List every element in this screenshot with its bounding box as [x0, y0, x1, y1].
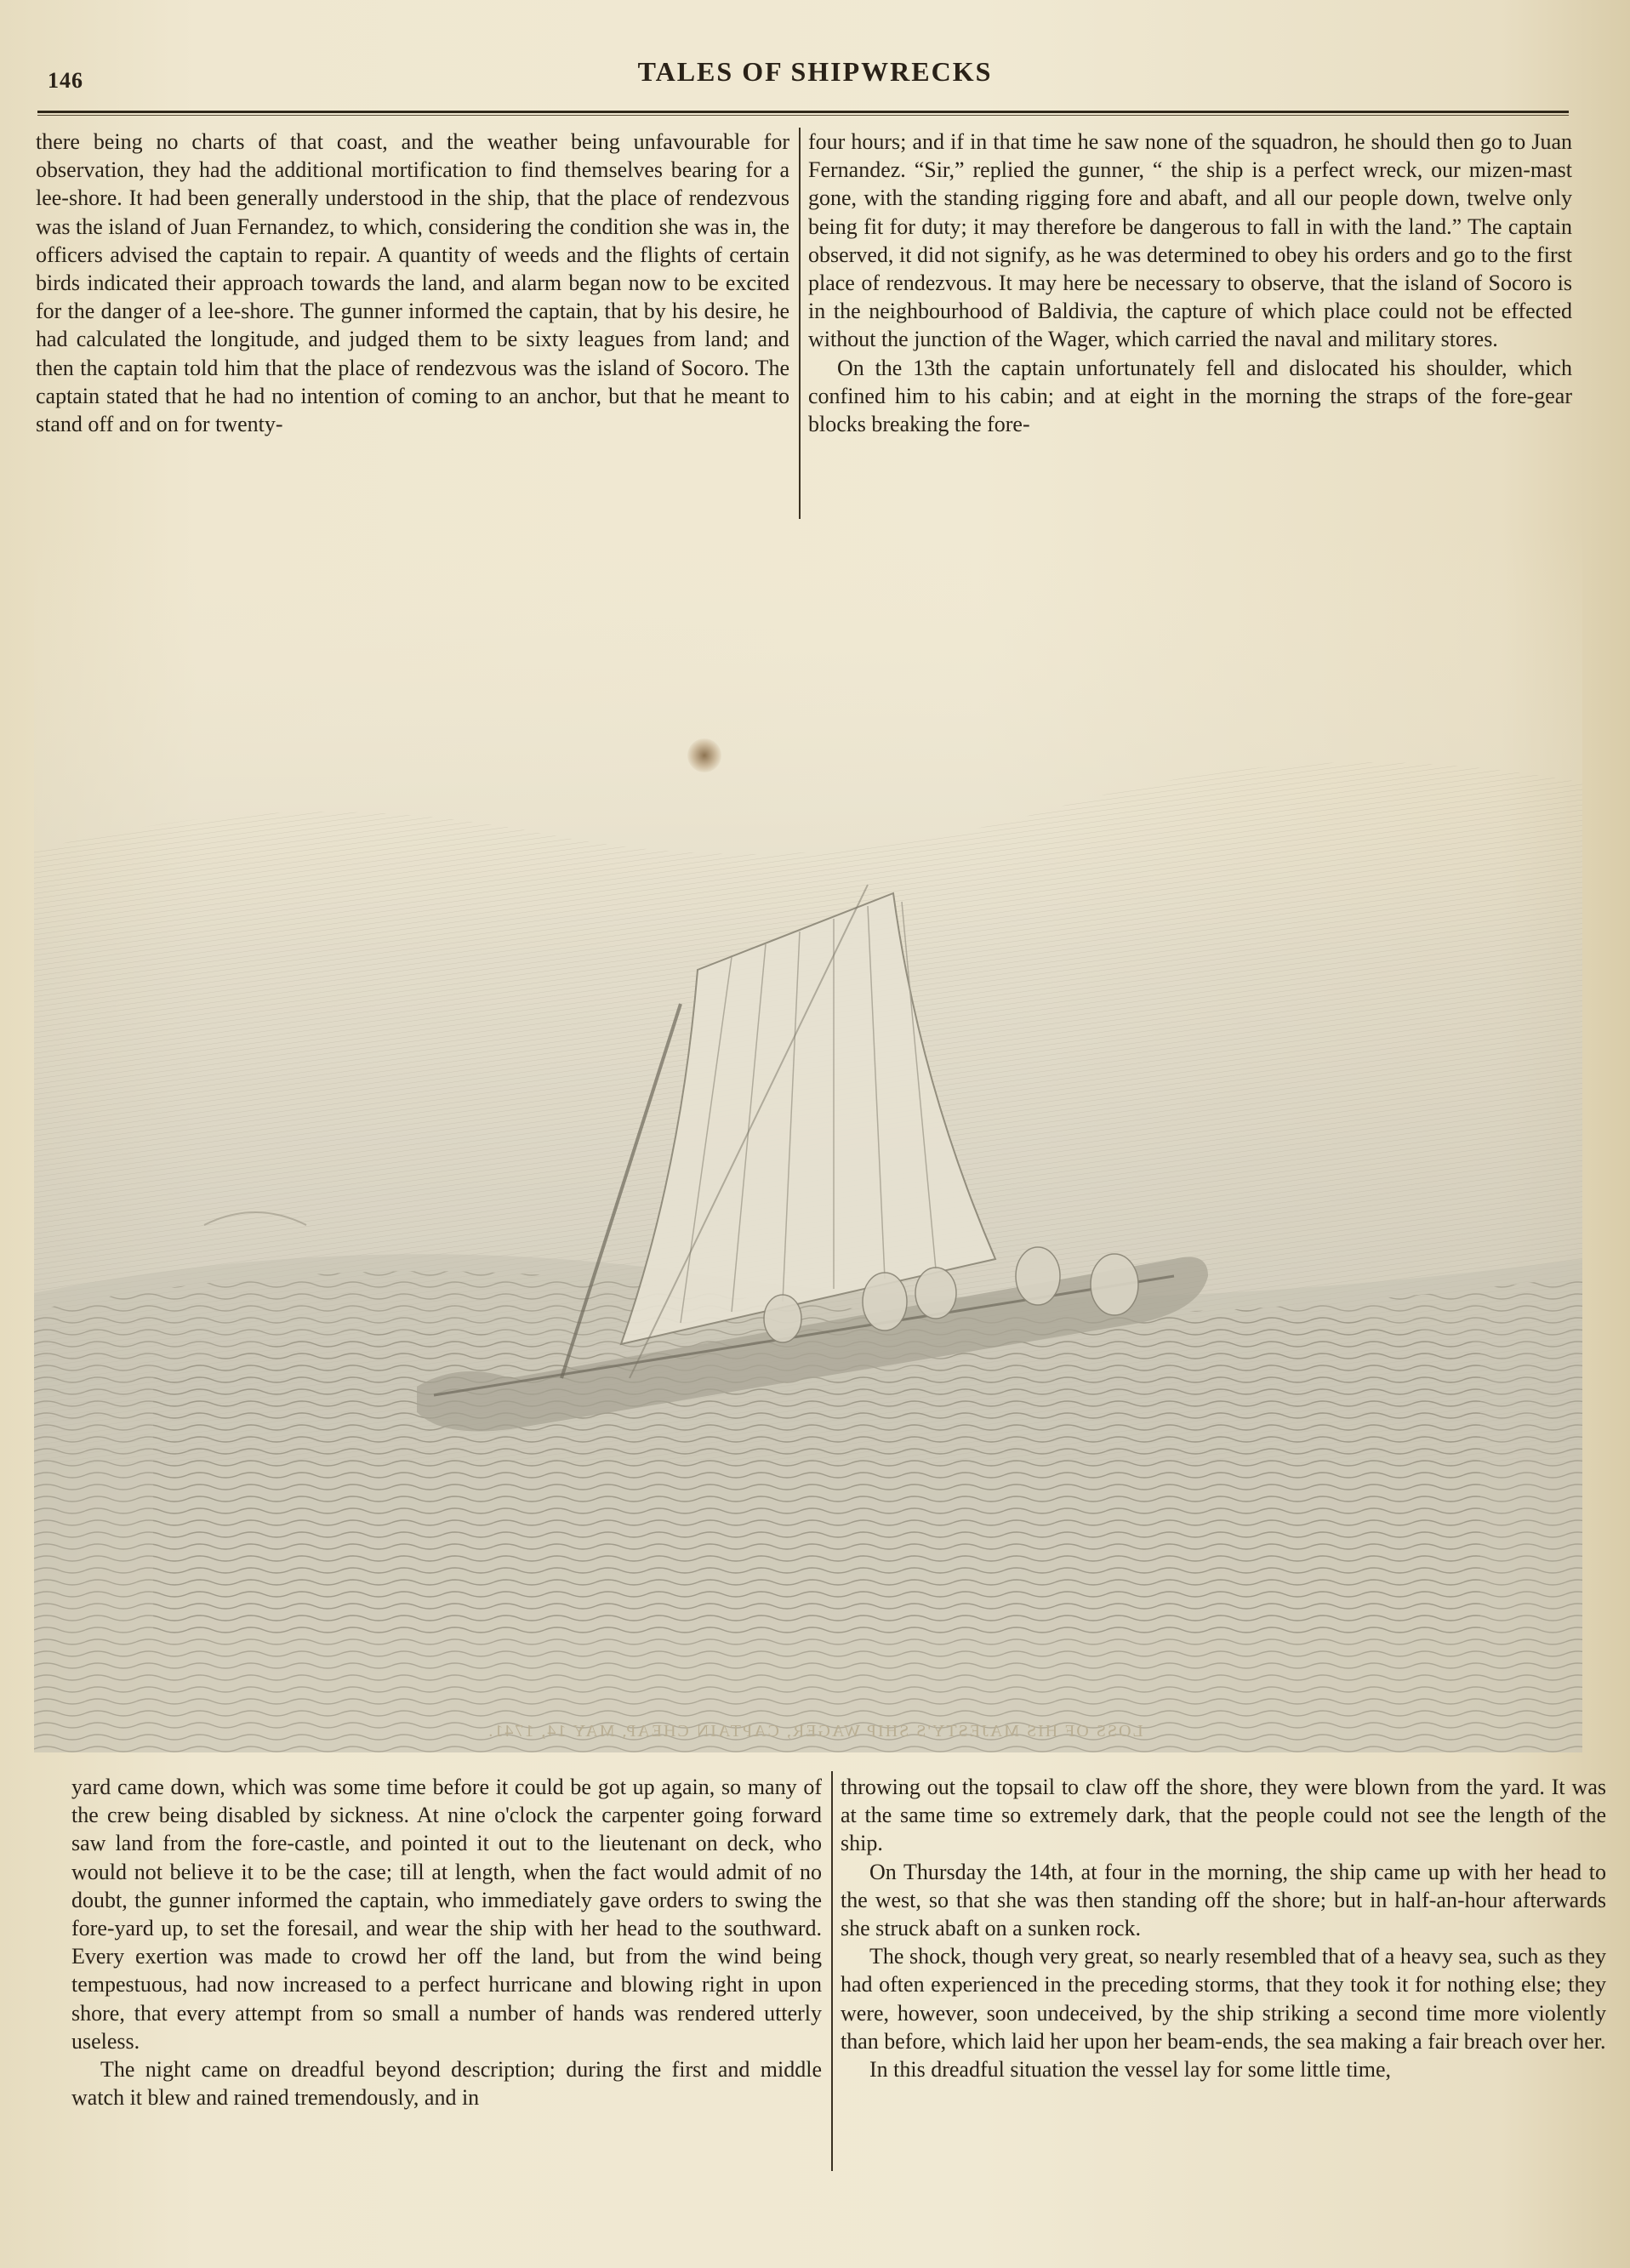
paragraph: The night came on dreadful beyond description; during the first and middle watch it blew and rained tremendously, and in — [71, 2057, 822, 2111]
header-rule-thin — [37, 115, 1569, 116]
bottom-right-column — [841, 1773, 1606, 2166]
paragraph: there being no charts of that coast, and the weather being unfavourable for observation, they had the additional mortification to find themselves bearing for a lee-shore. It had been generally understood in the ship, that the place of rendezvous was the island of Juan Fernandez, to which, considering the condition she was in, the officers advised the captain to repair. A quantity of weeds and the flights of certain birds indicated their approach towards the land, and alarm began now to be excited for the danger of a lee-shore. The gunner informed the captain, that by his desire, he had calculated the longitude, and judged them to be sixty leagues from land; and then the captain told him that the place of rendezvous was the island of Socoro. The captain stated that he had no intention of coming to an anchor, but that he meant to stand off and on for twenty- — [36, 129, 789, 437]
illustration-caption: LOSS OF HIS MAJESTY'S SHIP WAGER, CAPTAIN CHEAP, MAY 14, 1741. — [487, 1722, 1143, 1741]
paragraph: throwing out the topsail to claw off the shore, they were blown from the yard. It was at the same time so extremely dark, that the people could not see the length of the ship. — [841, 1775, 1606, 1856]
header-rule — [37, 111, 1569, 113]
column-divider — [831, 1771, 833, 2171]
paragraph: On the 13th the captain unfortunately fell and dislocated his shoulder, which confined him to his cabin; and at eight in the morning the straps of the fore-gear blocks breaking the fore- — [808, 355, 1572, 437]
running-title: TALES OF SHIPWRECKS — [637, 56, 993, 87]
paragraph: four hours; and if in that time he saw none of the squadron, he should then go to Juan Fernandez. “Sir,” replied the gunner, “ the ship is a perfect wreck, our mizen-mast gone, with the standing rigging fore and abaft, and all our people down, twelve only being fit for duty; it may therefore be dangerous to fall in with the land.” The captain observed, it did not signify, as he was determined to obey his orders and go to the first place of rendezvous. It may here be necessary to observe, that the island of Socoro is in the neighbourhood of Baldivia, the capture of which place could not be effected without the junction of the Wager, which carried the naval and military stores. — [808, 129, 1572, 352]
bottom-left-column — [71, 1773, 822, 2166]
top-left-column — [36, 128, 789, 521]
paragraph: yard came down, which was some time before it could be got up again, so many of the crew being disabled by sickness. At nine o'clock the carpenter going forward saw land from the fore-castle, and pointed it out to the lieutenant on deck, who would not believe it to be the case; till at length, when the fact would admit of no doubt, the gunner informed the captain, who immediately gave orders to swing the fore-yard up, to set the foresail, and wear the ship with her head to the southward. Every exertion was made to crowd her off the land, but from the wind being tempestuous, had now increased to a perfect hurricane and blowing right in upon shore, that every attempt from so small a number of hands was rendered utterly useless. — [71, 1775, 822, 2054]
paragraph: On Thursday the 14th, at four in the morning, the ship came up with her head to the west, so that she was then standing off the shore; but in half-an-hour afterwards she struck abaft on a sunken rock. — [841, 1859, 1606, 1941]
top-right-column — [808, 128, 1572, 521]
shipwreck-engraving — [34, 527, 1582, 1752]
page-number: 146 — [48, 68, 83, 93]
paragraph: The shock, though very great, so nearly resembled that of a heavy sea, such as they had often experienced in the preceding storms, that they took it for nothing else; they were, however, soon undeceived, by the ship striking a second time more violently than before, which laid her upon her beam-ends, the sea making a fair breach over her. — [841, 1944, 1606, 2054]
foxing-stain — [687, 738, 721, 772]
paragraph: In this dreadful situation the vessel lay for some little time, — [869, 2057, 1392, 2083]
column-divider — [799, 128, 801, 519]
